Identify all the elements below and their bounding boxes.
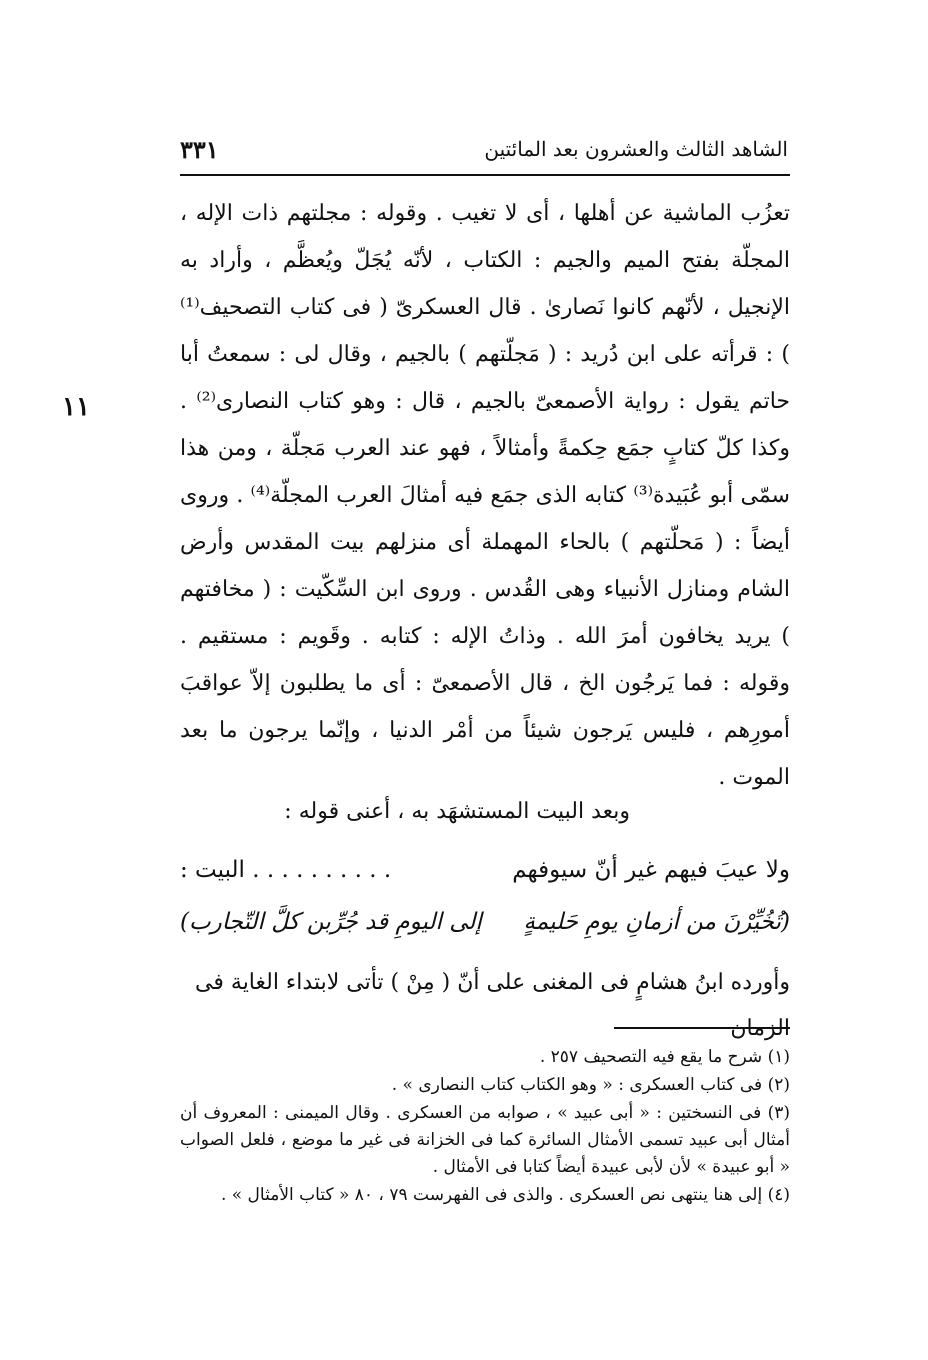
verse-intro: وبعد البيت المستشهَد به ، أعنى قوله : [284, 799, 630, 824]
verse-first-hemistich: (تُخُيِّرْنَ من أزمانِ يومِ حَليمةٍ [523, 909, 790, 935]
header-rule [180, 174, 790, 176]
page-number: ٣٣١ [180, 134, 219, 164]
footnote: (٤) إلى هنا ينتهى نص العسكرى . والذى فى الفهرست ٧٩ ، ٨٠ « كتاب الأمثال » . [220, 1185, 790, 1205]
main-text [180, 190, 790, 801]
footnotes [180, 1044, 790, 1210]
margin-line-number: ١١ [62, 392, 90, 422]
main-paragraph: تعزُب الماشية عن أهلها ، أى لا تغيب . وقوله : مجلتهم ذات الإله ، المجلّة بفتح الميم والجيم : الكتاب ، لأنّه يُجَلّ ويُعظَّم ، وأراد به الإنجيل ، لأنّهم كانوا نَصارىٰ . قال العسكرىّ ( فى كتاب التصحيف⁽¹⁾ ) : قرأته على ابن دُريد : ( مَجلّتهم ) بالجيم ، وقال لى : سمعتُ أبا حاتم يقول : رواية الأصمعىّ بالجيم ، قال : وهو كتاب النصارى⁽²⁾ . وكذا كلّ كتابٍ جمَع حِكمةً وأمثالاً ، فهو عند العرب مَجلّة ، ومن هذا سمّى أبو عُبَيدة⁽³⁾ كتابه الذى جمَع فيه أمثالَ العرب المجلّة⁽⁴⁾ . وروى أيضاً : ( مَحلّتهم ) بالحاء المهملة أى منزلهم بيت المقدس وأرض الشام ومنازل الأنبياء وهى القُدس . وروى ابن السِّكّيت : ( مخافتهم ) يريد يخافون أمرَ الله . وذاتُ الإله : كتابه . وقَويم : مستقيم . وقوله : فما يَرجُون الخ ، قال الأصمعىّ : أى ما يطلبون إلاّ عواقبَ أمورِهم ، فليس يَرجون شيئاً من أمْر الدنيا ، وإنّما يرجون ما بعد الموت . [180, 201, 791, 790]
footnote: (٢) فى كتاب العسكرى : « وهو الكتاب كتاب النصارى » . [391, 1075, 790, 1095]
footnote: (٣) فى النسختين : « أبى عبيد » ، صوابه من العسكرى . وقال الميمنى : المعروف أن أمثال أبى عبيد تسمى الأمثال السائرة كما فى الخزانة فى غير ما موضع ، فلعل الصواب « أبو عبيدة » لأن لأبى عبيدة أيضاً كتابا فى الأمثال . [180, 1103, 790, 1177]
running-header [180, 128, 788, 170]
verse-line [180, 848, 790, 892]
verse-second-hemistich: إلى اليومِ قد جُرِّبن كلَّ التّجارب) [180, 909, 482, 935]
closing-line: وأورده ابنُ هشامٍ فى المغنى على أنّ ( مِنْ ) تأتى لابتداء الغاية فى الزمان [195, 970, 790, 1041]
footnote: (١) شرح ما يقع فيه التصحيف ٢٥٧ . [539, 1047, 790, 1067]
verse-second-hemistich: . . . . . . . . . . البيت : [180, 857, 392, 883]
footnote-rule [614, 1027, 790, 1029]
running-title: الشاهد الثالث والعشرون بعد المائتين [484, 137, 788, 161]
verse-line [180, 900, 790, 944]
verse-first-hemistich: ولا عيبَ فيهم غير أنّ سيوفهم [512, 857, 790, 883]
